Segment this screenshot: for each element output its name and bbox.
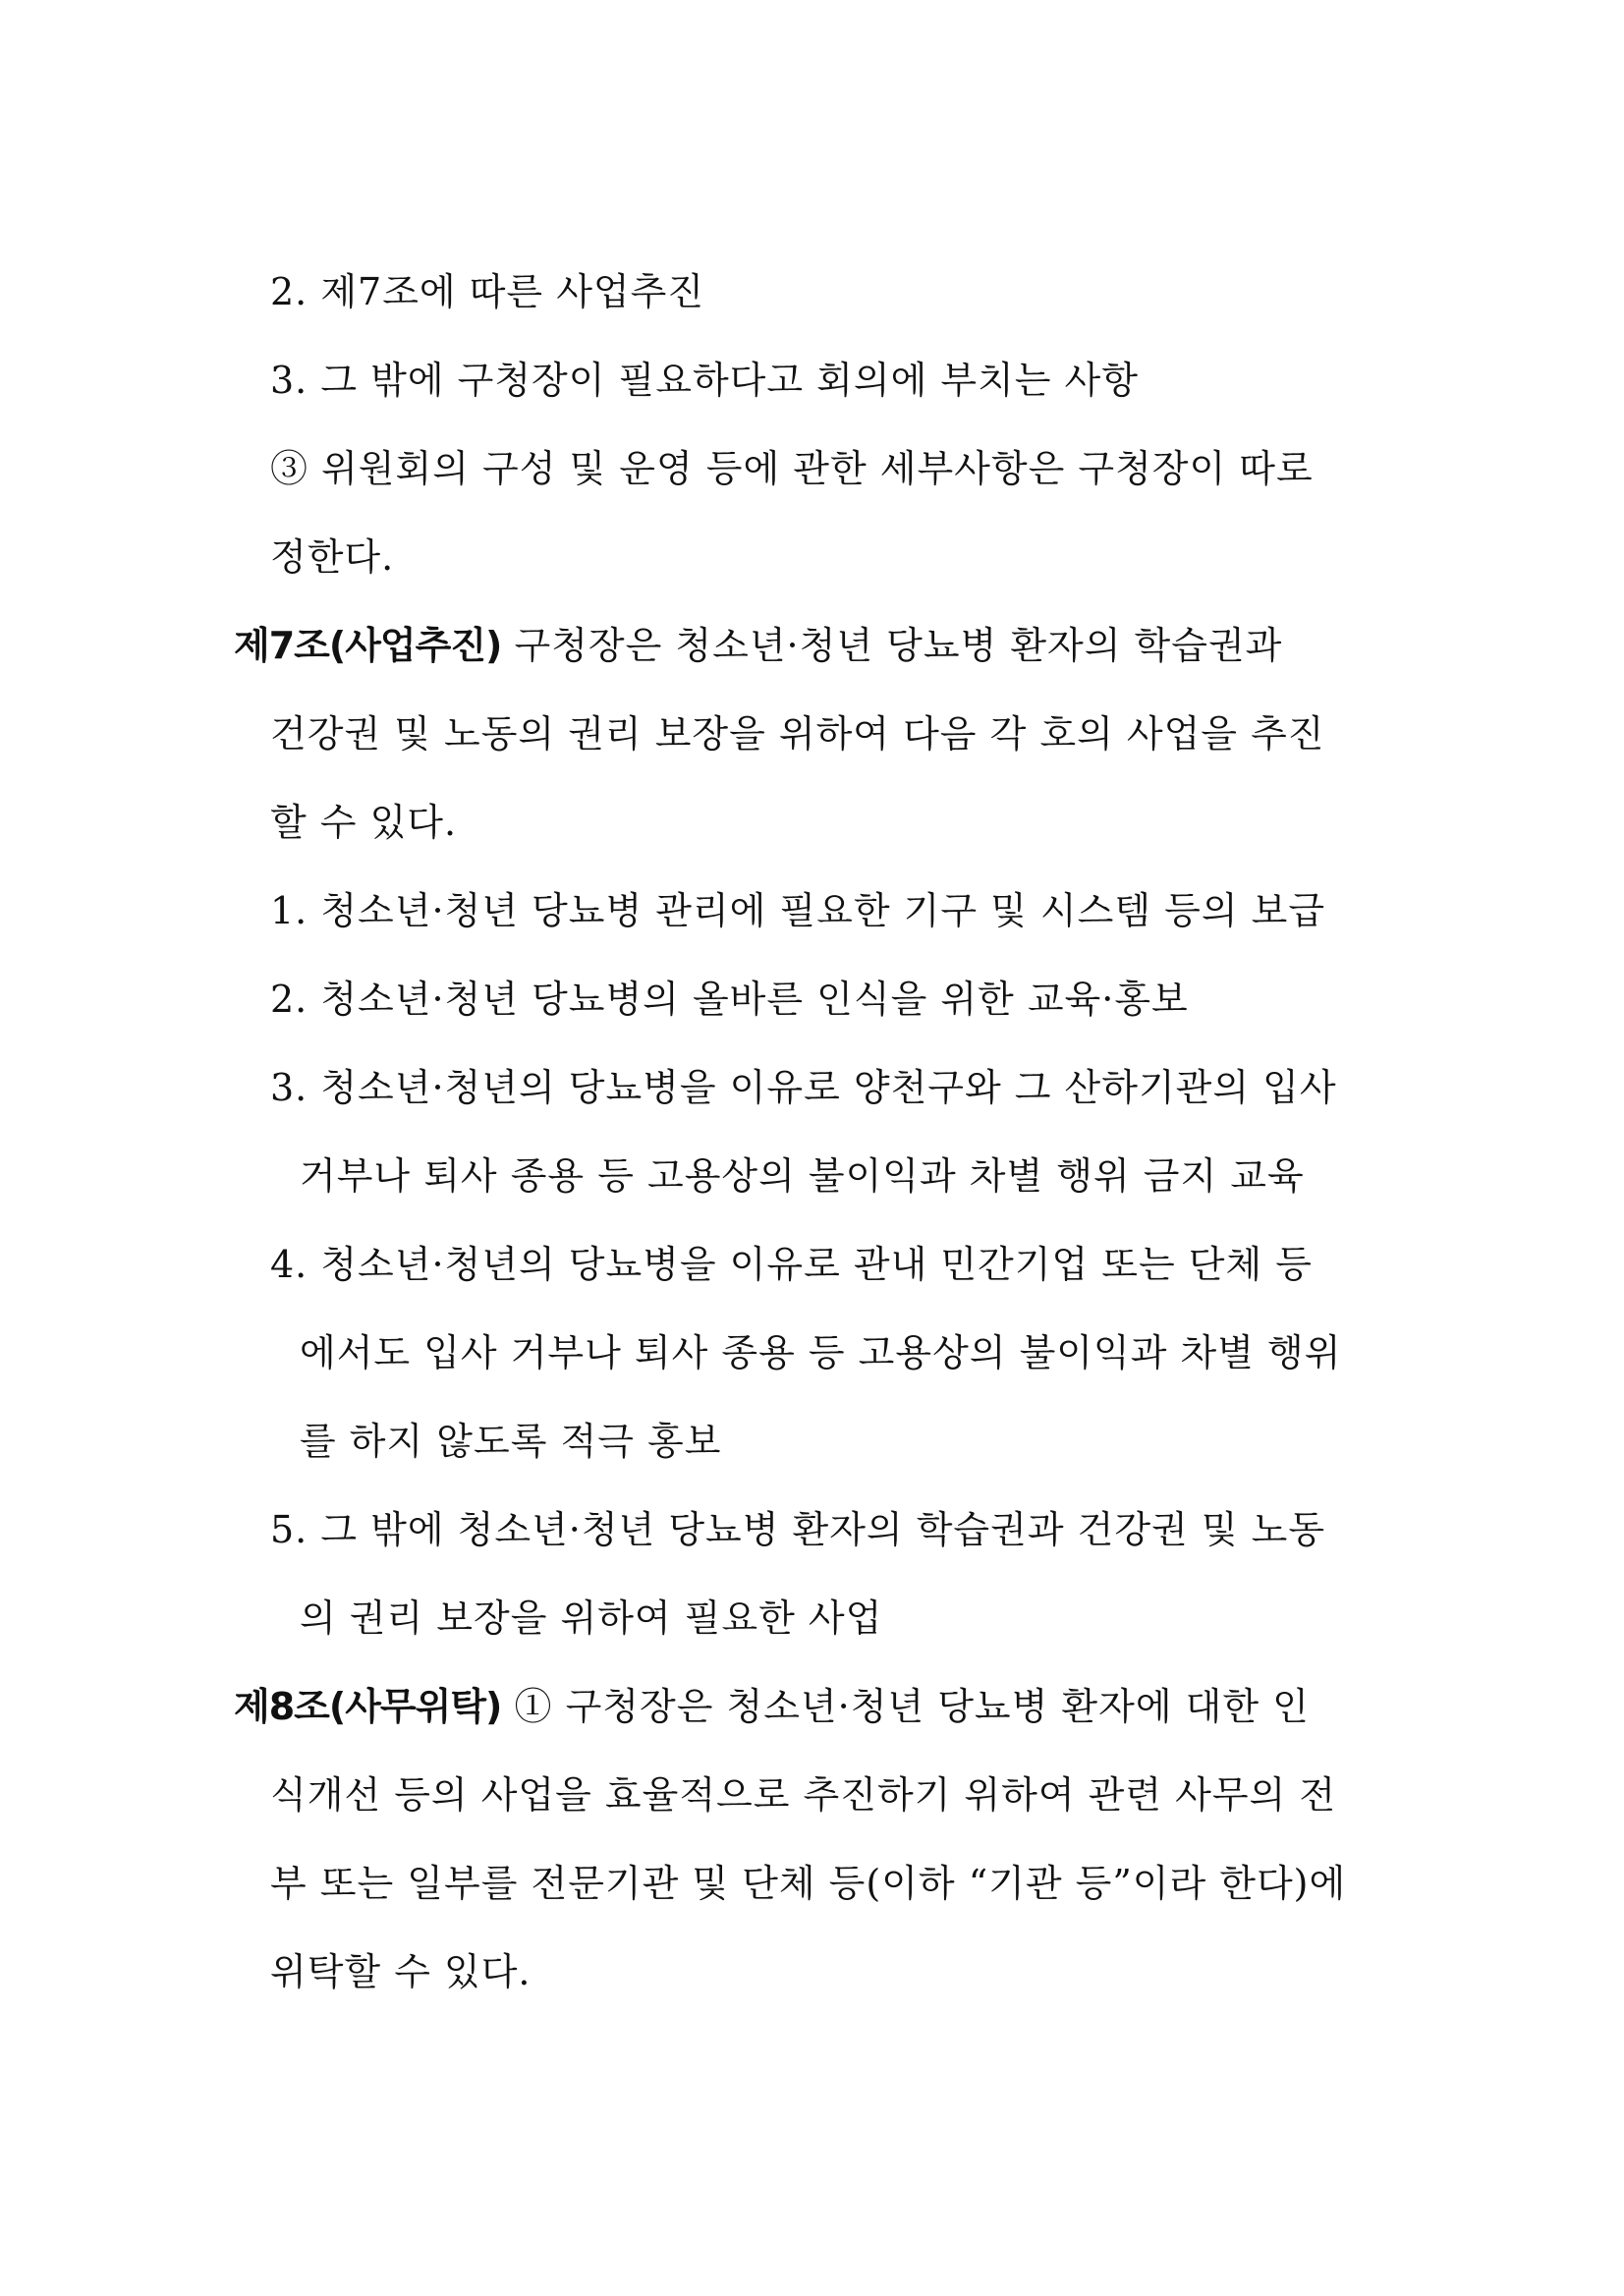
article-7-item-3-cont [300, 1147, 1305, 1205]
article-8-line-2 [270, 1765, 1336, 1824]
line-text: 식개선 등의 사업을 효율적으로 추진하기 위하여 관련 사무의 전 [270, 1773, 1337, 1817]
line-text: ③ 위원회의 구성 및 운영 등에 관한 세부사항은 구청장이 따로 [270, 447, 1314, 490]
line-text: 구청장은 청소년·청년 당뇨병 환자의 학습권과 [501, 624, 1283, 667]
line-text: 할 수 있다. [270, 801, 458, 844]
article-7-item-5 [270, 1500, 1325, 1559]
article-8-line-3 [270, 1854, 1346, 1913]
line-text: 부 또는 일부를 전문기관 및 단체 등(이하 “기관 등”이라 한다)에 [270, 1862, 1347, 1905]
article-7-item-5-cont [300, 1589, 882, 1648]
article-7-item-1 [270, 881, 1325, 940]
line-text: 3. 청소년·청년의 당뇨병을 이유로 양천구와 그 산하기관의 입사 [270, 1066, 1337, 1109]
line-text: 5. 그 밖에 청소년·청년 당뇨병 환자의 학습권과 건강권 및 노동 [270, 1508, 1326, 1551]
article-7-line-3 [270, 793, 457, 852]
line-text: 에서도 입사 거부나 퇴사 종용 등 고용상의 불이익과 차별 행위 [300, 1331, 1342, 1374]
line-text: 3. 그 밖에 구청장이 필요하다고 회의에 부치는 사항 [270, 359, 1139, 402]
line-text: 1. 청소년·청년 당뇨병 관리에 필요한 기구 및 시스템 등의 보급 [270, 889, 1326, 932]
article-7 [234, 616, 1282, 675]
line-text: 2. 청소년·청년 당뇨병의 올바른 인식을 위한 교육·홍보 [270, 978, 1189, 1021]
article-7-item-4-cont [300, 1323, 1341, 1382]
clause-3-continuation [270, 528, 394, 587]
article-7-heading: 제7조(사업추진) [234, 624, 502, 667]
article-8-heading: 제8조(사무위탁) [234, 1685, 502, 1728]
article-7-item-4-cont-2 [300, 1412, 721, 1471]
line-text: 건강권 및 노동의 권리 보장을 위하여 다음 각 호의 사업을 추진 [270, 712, 1325, 756]
line-text: 정한다. [270, 535, 395, 579]
article-7-item-4 [270, 1235, 1313, 1294]
article-8-line-4 [270, 1942, 532, 2001]
line-text: 위탁할 수 있다. [270, 1950, 532, 1993]
line-text: ① 구청장은 청소년·청년 당뇨병 환자에 대한 인 [501, 1685, 1310, 1728]
line-text: 4. 청소년·청년의 당뇨병을 이유로 관내 민간기업 또는 단체 등 [270, 1243, 1313, 1286]
line-text: 를 하지 않도록 적극 홍보 [300, 1420, 722, 1463]
item-2-project [270, 262, 704, 321]
article-8 [234, 1677, 1310, 1736]
line-text: 의 권리 보장을 위하여 필요한 사업 [300, 1596, 883, 1640]
item-3-other-matters [270, 351, 1139, 410]
article-7-item-3 [270, 1058, 1337, 1117]
clause-3-committee [270, 439, 1314, 498]
article-7-item-2 [270, 970, 1189, 1029]
line-text: 2. 제7조에 따른 사업추진 [270, 270, 705, 313]
article-7-line-2 [270, 704, 1325, 763]
line-text: 거부나 퇴사 종용 등 고용상의 불이익과 차별 행위 금지 교육 [300, 1154, 1305, 1198]
